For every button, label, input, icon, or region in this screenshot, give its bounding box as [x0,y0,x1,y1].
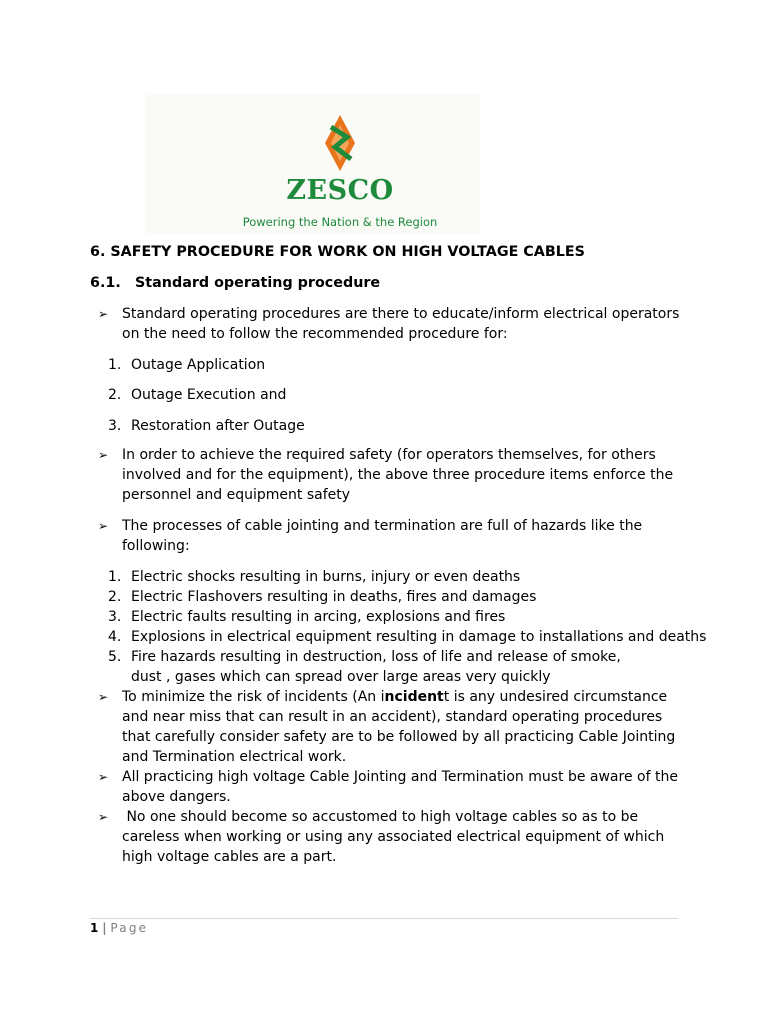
logo-brand-name: ZESCO [286,175,394,206]
subsection-number: 6.1. [90,275,121,291]
zesco-logo [145,95,480,235]
list-number: 1. [108,569,122,585]
logo-tagline: Powering the Nation & the Region [242,215,438,229]
list-text: Electric shocks resulting in burns, injury or even deaths [131,569,521,585]
bullet-text: Standard operating procedures are there to educate/inform electrical operators on the need to follow the recommended procedure for: [122,306,680,342]
bullet-text [122,687,682,767]
list-number: 2. [108,589,122,605]
bullet-text: The processes of cable jointing and termination are full of hazards like the following: [122,518,643,554]
arrow-bullet-icon: ➢ [98,307,109,321]
bullet-text-part: t is any undesired circumstance and near miss that can result in an accident), standard operating procedures that carefully consider safety are to be followed by all practicing Cable Jointing and Termination electrical work. [122,689,676,765]
bullet-text: All practicing high voltage Cable Jointing and Termination must be aware of the above dangers. [122,769,678,805]
list-number: 2. [108,387,122,403]
subsection-title: Standard operating procedure [135,275,381,291]
list-text: Restoration after Outage [131,418,305,434]
subsection-heading [90,275,380,291]
bullet-text-bold: ncident [384,689,444,705]
bullet-text: In order to achieve the required safety (for operators themselves, for others involved and for the equipment), the above three procedure items enforce the personnel and equipment safety [122,447,674,503]
bullet-text: No one should become so accustomed to high voltage cables so as to be careless when working or using any associated electrical equipment of which high voltage cables are a part. [122,809,669,865]
page-number: 1 [90,921,99,935]
arrow-bullet-icon: ➢ [98,448,109,462]
arrow-bullet-icon: ➢ [98,770,109,784]
arrow-bullet-icon: ➢ [98,690,109,704]
bullet-text-part: To minimize the risk of incidents (An i [122,689,385,705]
list-text: Outage Application [131,357,266,373]
footer-page-label: Page [110,921,149,935]
section-heading: 6. SAFETY PROCEDURE FOR WORK ON HIGH VOLTAGE CABLES [90,244,585,260]
list-number: 4. [108,629,122,645]
list-text: Fire hazards resulting in destruction, loss of life and release of smoke, dust , gases which can spread over large areas very quickly [131,649,621,685]
list-text: Outage Execution and [131,387,287,403]
page-footer [90,921,148,935]
zesco-lightning-emblem-icon [315,113,365,173]
list-text: Explosions in electrical equipment resulting in damage to installations and deaths [131,629,707,645]
list-number: 1. [108,357,122,373]
arrow-bullet-icon: ➢ [98,519,109,533]
arrow-bullet-icon: ➢ [98,810,109,824]
list-text: Electric Flashovers resulting in deaths, fires and damages [131,589,537,605]
footer-divider [90,918,678,919]
list-number: 3. [108,609,122,625]
list-number: 3. [108,418,122,434]
list-text: Electric faults resulting in arcing, explosions and fires [131,609,506,625]
footer-separator: | [102,921,107,935]
list-number: 5. [108,649,122,665]
